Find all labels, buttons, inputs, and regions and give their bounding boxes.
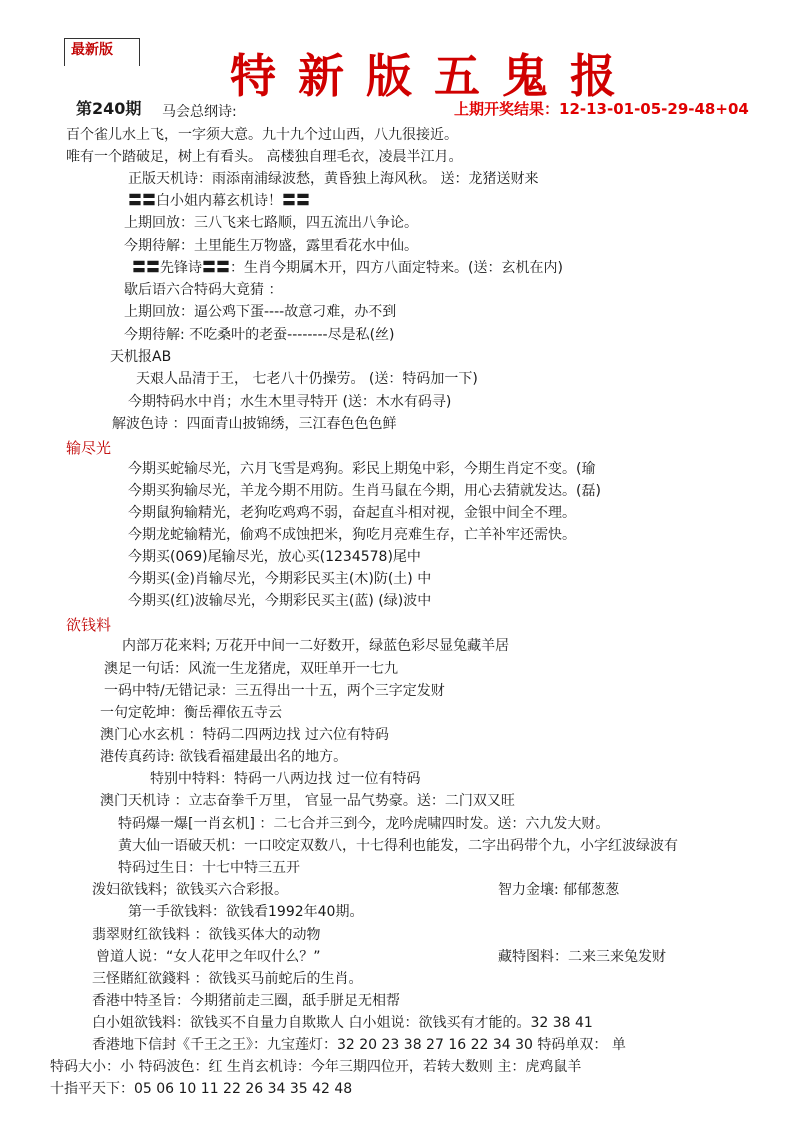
last-draw-result: 上期开奖结果：12-13-01-05-29-48+04: [454, 100, 749, 118]
text-line: 歇后语六合特码大竟猜 ：: [124, 282, 283, 298]
text-line: 今期买(金)肖输尽光，今期彩民买主(木)防(土) 中: [128, 571, 432, 587]
text-line: 泼妇欲钱料；欲钱买六合彩报。: [92, 882, 288, 898]
text-line: 特码爆一爆[一肖玄机] ：二七合并三到今，龙吟虎啸四时发。送：六九发大财。: [118, 816, 610, 832]
text-line: 马会总纲诗:: [162, 104, 237, 120]
text-line: 澳门心水玄机 ：特码二四两边找 过六位有特码: [100, 727, 389, 743]
text-line: 藏特图料：二来三来兔发财: [498, 949, 666, 965]
section-heading: 输尽光: [66, 439, 112, 457]
issue-number: 第240期: [76, 99, 142, 118]
text-line: 特码过生日：十七中特三五开: [118, 860, 300, 876]
text-line: 上期回放：逼公鸡下蛋----故意刁难，办不到: [124, 304, 397, 320]
text-line: 今期龙蛇输精光，偷鸡不成蚀把米，狗吃月亮难生存，亡羊补牢还需快。: [128, 527, 576, 543]
text-line: 一句定乾坤：衡岳禪依五寺云: [100, 705, 282, 721]
text-line: 黄大仙一语破天机：一口咬定双数八，十七得利也能发，二字出码带个九，小字红波绿波有: [118, 838, 678, 854]
text-line: 今期特码水中肖；水生木里寻特开 (送：木水有码寻): [128, 394, 452, 410]
text-line: 澳门天机诗 ：立志奋拳千万里， 官显一品气势豪。送：二门双又旺: [100, 793, 515, 809]
text-line: 香港中特圣旨：今期猪前走三圈，舐手胼足无相帮: [92, 993, 400, 1009]
text-line: 今期买蛇输尽光，六月飞雪是鸡狗。彩民上期兔中彩，今期生肖定不变。(瑜: [128, 461, 596, 477]
text-line: 天艰人品清于王， 七老八十仍操劳。 (送：特码加一下): [136, 371, 478, 387]
page-title: 特新版五鬼报: [230, 49, 638, 103]
text-line: 今期买(红)波输尽光，今期彩民买主(蓝) (绿)波中: [128, 593, 432, 609]
text-line: 十指平天下：05 06 10 11 22 26 34 35 42 48: [50, 1081, 353, 1097]
text-line: 今期待解：土里能生万物盛，露里看花水中仙。: [124, 238, 418, 254]
text-line: 翡翠财红欲钱料 ：欲钱买体大的动物: [92, 927, 321, 943]
text-line: 今期买狗输尽光，羊龙今期不用防。生肖马鼠在今期，用心去猜就发达。(磊): [128, 483, 601, 499]
text-line: 〓〓先锋诗〓〓：生肖今期属木开，四方八面定特来。(送：玄机在内): [132, 260, 563, 276]
text-line: 第一手欲钱料：欲钱看1992年40期。: [128, 904, 364, 920]
text-line: 澳足一句话：风流一生龙猪虎，双旺单开一七九: [104, 661, 398, 677]
text-line: 〓〓白小姐内幕玄机诗！〓〓: [128, 193, 310, 209]
text-line: 白小姐欲钱料：欲钱买不自量力自欺欺人 白小姐说：欲钱买有才能的。32 38 41: [92, 1015, 593, 1031]
text-line: 香港地下信封《千王之王》：九宝莲灯：32 20 23 38 27 16 22 34 30 特码单双： 单: [92, 1037, 626, 1053]
text-line: 特码大小：小 特码波色：红 生肖玄机诗：今年三期四位开，若转大数则 主：虎鸡鼠羊: [50, 1059, 582, 1075]
text-line: 百个雀儿水上飞，一字须大意。九十九个过山西，八九很接近。: [66, 127, 458, 143]
text-line: 一码中特/无错记录：三五得出一十五，两个三字定发财: [104, 683, 445, 699]
text-line: 特别中特料：特码一八两边找 过一位有特码: [150, 771, 421, 787]
text-line: 正版天机诗：雨添南浦绿波愁，黄昏独上海风秋。 送：龙猪送财来: [128, 171, 539, 187]
latest-edition-badge: 最新版: [64, 38, 140, 66]
text-line: 曾道人说：“女人花甲之年叹什么？”: [96, 949, 321, 965]
text-line: 解波色诗 ：四面青山披锦绣，三江春色色色鲜: [112, 416, 397, 432]
text-line: 今期鼠狗输精光，老狗吃鸡鸡不弱，奋起直斗相对视，金银中间全不理。: [128, 505, 576, 521]
text-line: 内部万花来料; 万花开中间一二好数开，绿蓝色彩尽显兔藏羊居: [122, 638, 510, 654]
text-line: 今期买(069)尾输尽光，放心买(1234578)尾中: [128, 549, 421, 565]
text-line: 今期待解: 不吃桑叶的老蚕--------尽是私(丝): [124, 327, 395, 343]
section-heading: 欲钱料: [66, 616, 112, 634]
text-line: 智力金壤: 郁郁葱葱: [498, 882, 620, 898]
text-line: 上期回放：三八飞来七路顺，四五流出八争论。: [124, 215, 418, 231]
text-line: 唯有一个踏破足，树上有看头。 高楼独自理毛衣，凌晨半江月。: [66, 149, 463, 165]
text-line: 三怪賭紅欲錢料 ：欲钱买马前蛇后的生肖。: [92, 971, 363, 987]
text-line: 天机报AB: [110, 349, 172, 365]
text-line: 港传真药诗: 欲钱看福建最出名的地方。: [100, 749, 348, 765]
